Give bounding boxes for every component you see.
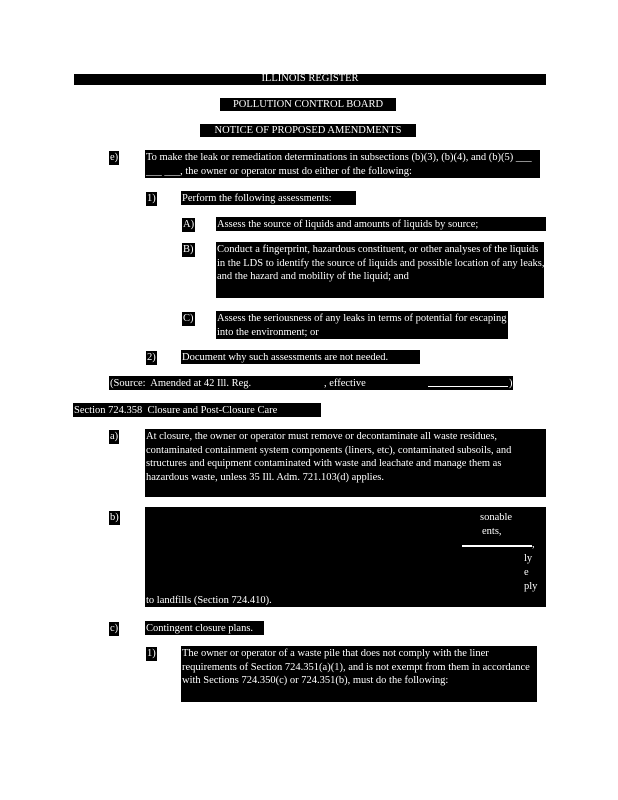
subsection-e-text: To make the leak or remediation determinations in subsections (b)(3), (b)(4), and (b)(5) ___ ___ ___, the owner or operator must do either of the following: [146,152,535,177]
item-eA-label: A) [183,219,195,230]
item-eB-text: Conduct a fingerprint, hazardous constituent, or other analyses of the liquids in the LDS to identify the source of liquids and possible location of any leaks, and the hazard and mobility of the liquid; and [217,244,548,282]
subsection-e-label: e) [110,152,119,163]
section-title: Section 724.358 Closure and Post-Closure Care [74,405,278,416]
b-dash-strip [462,545,532,547]
source-date-blank [428,386,508,387]
b-fragment-3: , [532,539,535,550]
item-eB-label: B) [183,244,194,255]
b-fragment-2: ents, [482,526,502,537]
notice-title: NOTICE OF PROPOSED AMENDMENTS [214,125,402,136]
item-c1-label: 1) [147,648,156,659]
item-c1-text: The owner or operator of a waste pile that does not comply with the liner requirements of Section 724.351(a)(1), and is not exempt from them in accordance with Sections 724.350(c) or 724.351(b), must do the following: [182,648,533,686]
item-eC-text: Assess the seriousness of any leaks in terms of potential for escaping into the environment; or [217,313,510,338]
item-eA-text: Assess the source of liquids and amounts of liquids by source; [217,219,479,230]
item-e2-text: Document why such assessments are not needed. [182,352,389,363]
subsection-a-label: a) [110,431,119,442]
b-fragment-1: sonable [480,512,513,523]
source-mid: , effective [324,378,366,389]
subsection-c-label: c) [110,623,119,634]
item-e1-text: Perform the following assessments: [182,193,332,204]
b-last-line: to landfills (Section 724.410). [146,595,272,606]
subsection-a-text: At closure, the owner or operator must remove or decontaminate all waste residues, contaminated containment system components (liners, etc), contaminated subsoils, and structures and equipment contaminated with waste and leachate and manage them as hazardous waste, unless 35 Ill. Adm. 721.103(d) applies. [146,431,514,483]
b-fragment-4: ly [524,553,533,564]
subsection-b-label: b) [110,512,119,523]
b-fragment-5: e [524,567,529,578]
source-prefix: (Source: Amended at 42 Ill. Reg. [110,378,252,389]
item-e2-label: 2) [147,352,156,363]
item-e1-label: 1) [147,193,156,204]
board-title: POLLUTION CONTROL BOARD [232,99,384,110]
register-title: ILLINOIS REGISTER [261,73,359,84]
item-eC-label: C) [183,313,194,324]
subsection-c-text: Contingent closure plans. [146,623,254,634]
b-fragment-6: ply [524,581,538,592]
source-suffix: ) [509,378,513,389]
